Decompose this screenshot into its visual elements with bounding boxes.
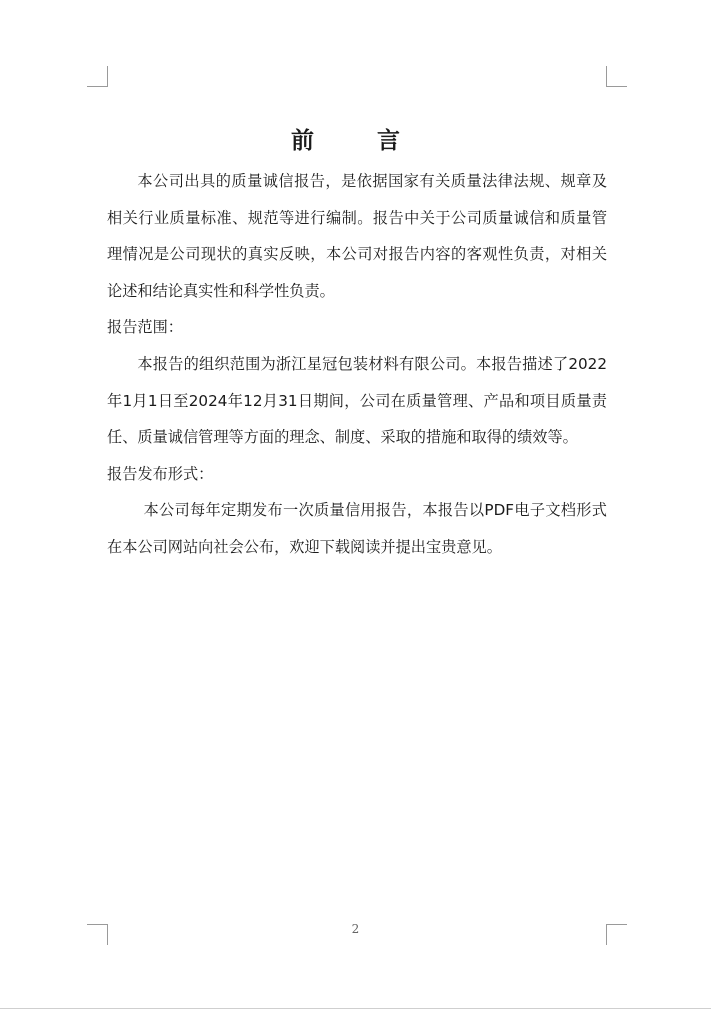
corner-mark-top-left (87, 66, 108, 87)
heading-report-scope: 报告范围： (107, 318, 183, 337)
page-number: 2 (351, 922, 360, 936)
document-body (107, 163, 607, 566)
paragraph-report-scope: 本报告的组织范围为浙江星冠包装材料有限公司。本报告描述了2022年1月1日至2024年12月31日期间，公司在质量管理、产品和项目质量责任、质量诚信管理等方面的理念、制度、采取的措施和取得的绩效等。 (107, 354, 607, 447)
heading-publication-form: 报告发布形式： (107, 464, 214, 483)
page-bottom-edge (0, 1008, 711, 1009)
paragraph-publication-form: 本公司每年定期发布一次质量信用报告，本报告以PDF电子文档形式在本公司网站向社会公布，欢迎下载阅读并提出宝贵意见。 (107, 501, 607, 556)
page-title: 前 言 (291, 127, 420, 154)
corner-mark-top-right (606, 66, 627, 87)
paragraph-intro: 本公司出具的质量诚信报告，是依据国家有关质量法律法规、规章及相关行业质量标准、规范等进行编制。报告中关于公司质量诚信和质量管理情况是公司现状的真实反映，本公司对报告内容的客观性负责，对相关论述和结论真实性和科学性负责。 (107, 172, 607, 300)
